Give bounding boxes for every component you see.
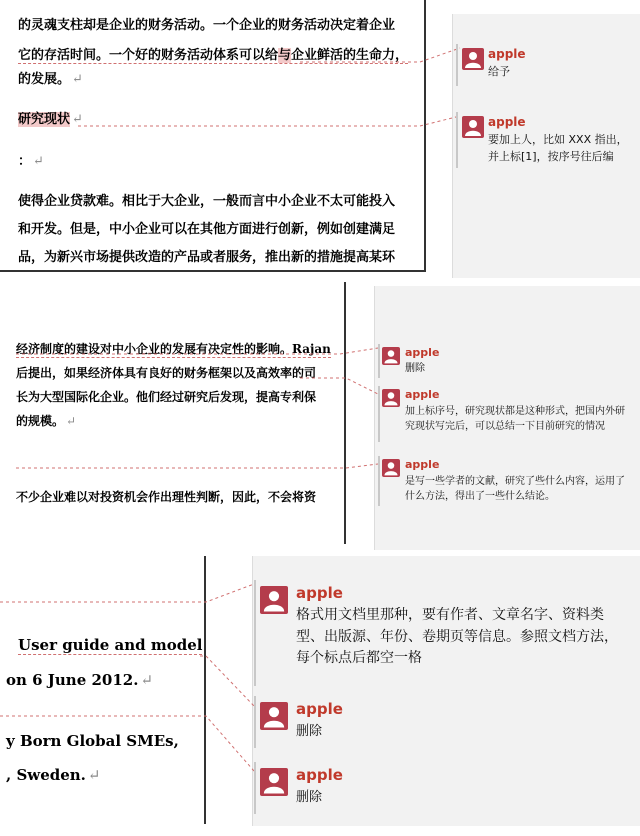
comment-author: apple xyxy=(488,47,526,61)
user-icon xyxy=(382,459,400,477)
comment-text: 要加上人，比如 XXX 指出，并上标[1]，按序号往后编 xyxy=(488,133,628,163)
comment-text: 格式用文档里那种，要有作者、文章名字、资料类型、出版源、年份、卷期页等信息。参照文档方法，每个标点后都空一格 xyxy=(296,607,618,667)
text-line: 的发展。 ↵ xyxy=(18,72,83,87)
text-line: 品，为新兴市场提供改造的产品或者服务，推出新的措施提高某环 xyxy=(18,250,396,265)
comment-author: apple xyxy=(405,458,440,471)
text-line: 不少企业难以对投资机会作出理性判断，因此，不会将资 xyxy=(16,490,317,504)
comment-text: 给予 xyxy=(488,65,510,78)
comment-bubble[interactable] xyxy=(378,386,640,442)
comment-bubble[interactable] xyxy=(254,762,640,814)
text-line: 的灵魂支柱却是企业的财务活动。一个企业的财务活动决定着企业 xyxy=(18,18,396,33)
user-icon xyxy=(462,48,484,70)
doc-panel-1 xyxy=(0,0,640,280)
comment-author: apple xyxy=(296,700,343,718)
user-icon xyxy=(260,702,288,730)
user-icon xyxy=(382,347,400,365)
text-line: 后提出，如果经济体具有良好的财务框架以及高效率的司 xyxy=(16,366,317,380)
reference-line: on 6 June 2012. ↵ xyxy=(6,671,154,689)
comment-bubble[interactable] xyxy=(456,44,640,86)
comment-text: 删除 xyxy=(296,790,323,805)
user-icon xyxy=(462,116,484,138)
comment-author: apple xyxy=(488,115,526,129)
reference-line: User guide and model xyxy=(18,636,203,654)
user-icon xyxy=(260,586,288,614)
highlighted-text: 与 xyxy=(278,48,292,63)
highlighted-text: 研究现状 xyxy=(18,112,71,127)
comment-bubble[interactable] xyxy=(254,696,640,748)
reference-line: y Born Global SMEs, xyxy=(6,732,179,750)
user-icon xyxy=(382,389,400,407)
comment-bubble[interactable] xyxy=(254,580,640,686)
text-line: 长为大型国际化企业。他们经过研究后发现，提高专利保 xyxy=(16,390,317,404)
comment-bubble[interactable] xyxy=(378,456,640,506)
text-line: 使得企业贷款难。相比于大企业，一般而言中小企业不太可能投入 xyxy=(18,194,396,209)
text-line: 和开发。但是，中小企业可以在其他方面进行创新，例如创建满足 xyxy=(18,222,396,237)
section-heading: 研究现状 ↵ xyxy=(18,112,83,127)
text-line: 经济制度的建设对中小企业的发展有决定性的影响。Rajan xyxy=(16,342,331,356)
comment-text: 删除 xyxy=(405,363,425,374)
comment-author: apple xyxy=(296,584,343,602)
doc-panel-2 xyxy=(0,282,640,550)
comment-bubble[interactable] xyxy=(378,344,640,378)
comment-author: apple xyxy=(405,346,440,359)
text-line: 的规模。 ↵ xyxy=(16,414,77,428)
user-icon xyxy=(260,768,288,796)
comment-text: 是写一些学者的文献，研究了些什么内容，运用了什么方法，得出了一些什么结论。 xyxy=(405,476,625,502)
comment-author: apple xyxy=(296,766,343,784)
text-line: ： ↵ xyxy=(18,154,44,169)
comment-bubble[interactable] xyxy=(456,112,640,168)
doc-panel-3 xyxy=(0,556,640,836)
comment-text: 加上标序号，研究现状都是这种形式，把国内外研究现状写完后，可以总结一下目前研究的情况 xyxy=(405,406,625,432)
comment-text: 删除 xyxy=(296,724,323,739)
reference-line: , Sweden. ↵ xyxy=(6,766,101,784)
text-line: 它的存活时间。一个好的财务活动体系可以给与企业鲜活的生命力， xyxy=(18,44,408,64)
comment-author: apple xyxy=(405,388,440,401)
